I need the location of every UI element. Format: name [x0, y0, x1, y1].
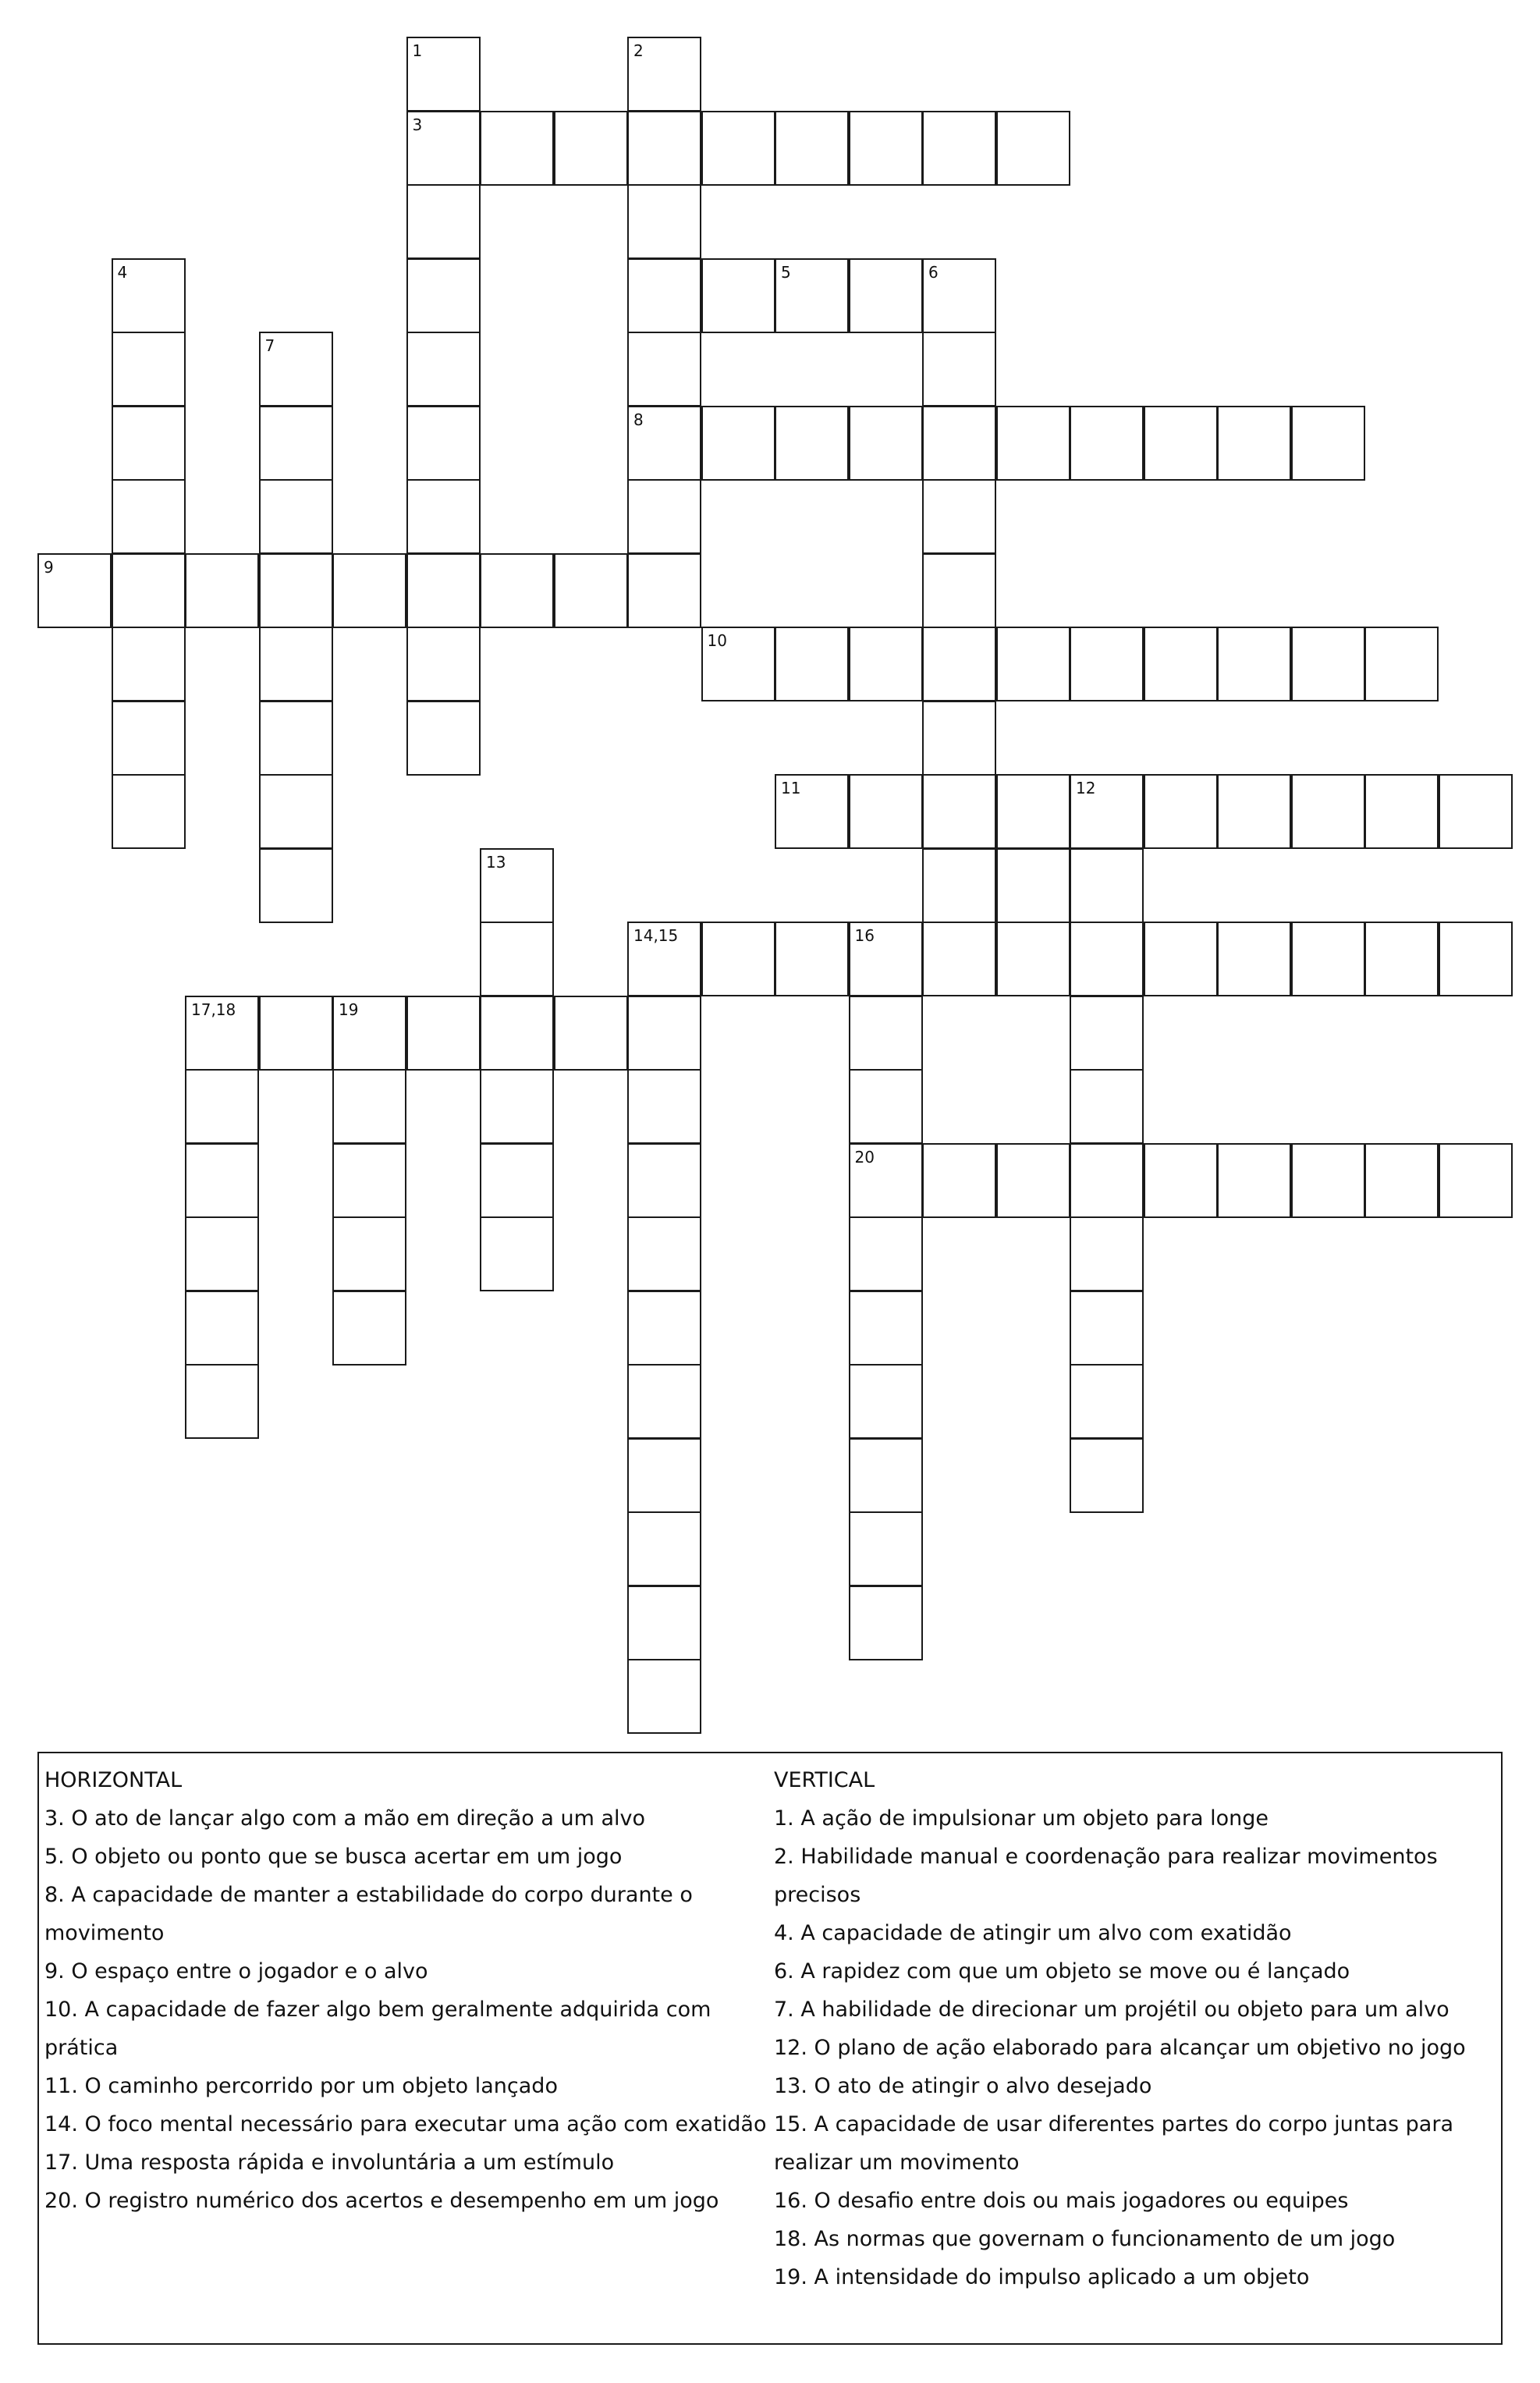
- grid-cell[interactable]: [480, 1143, 554, 1218]
- grid-cell[interactable]: [259, 996, 333, 1071]
- grid-cell[interactable]: [627, 1143, 701, 1218]
- grid-cell[interactable]: [1217, 406, 1291, 481]
- grid-cell[interactable]: [996, 922, 1070, 996]
- grid-cell[interactable]: [406, 701, 481, 776]
- grid-cell[interactable]: [1291, 1143, 1365, 1218]
- grid-cell[interactable]: [849, 258, 923, 333]
- grid-cell[interactable]: [627, 922, 701, 996]
- grid-cell[interactable]: [627, 332, 701, 407]
- grid-cell[interactable]: [554, 553, 628, 628]
- clue-line: 3. O ato de lançar algo com a mão em direção a um alvo: [44, 1806, 646, 1831]
- grid-cell[interactable]: [922, 332, 996, 407]
- grid-cell[interactable]: [775, 406, 849, 481]
- clue-number: 13: [486, 852, 506, 872]
- grid-cell[interactable]: [849, 1438, 923, 1513]
- grid-cell[interactable]: [922, 406, 996, 481]
- grid-cell[interactable]: [627, 479, 701, 554]
- grid-cell[interactable]: [406, 258, 481, 333]
- clue-line: 2. Habilidade manual e coordenação para realizar movimentos: [774, 1845, 1438, 1869]
- grid-cell[interactable]: [480, 922, 554, 996]
- grid-cell[interactable]: [1439, 922, 1513, 996]
- grid-cell[interactable]: [259, 627, 333, 701]
- grid-cell[interactable]: [112, 258, 186, 333]
- grid-cell[interactable]: [775, 922, 849, 996]
- clue-line: 9. O espaço entre o jogador e o alvo: [44, 1959, 428, 1983]
- grid-cell[interactable]: [259, 406, 333, 481]
- grid-cell[interactable]: [1144, 1143, 1218, 1218]
- clue-number: 12: [1076, 779, 1096, 797]
- grid-cell[interactable]: [1291, 627, 1365, 701]
- grid-cell[interactable]: [849, 922, 923, 996]
- grid-cell[interactable]: [627, 1511, 701, 1586]
- grid-cell[interactable]: [1217, 774, 1291, 849]
- grid-cell[interactable]: [1364, 774, 1439, 849]
- clue-number: 1: [412, 41, 423, 60]
- grid-cell[interactable]: [1217, 1143, 1291, 1218]
- grid-cell[interactable]: [112, 406, 186, 481]
- grid-cell[interactable]: [627, 406, 701, 481]
- grid-cell[interactable]: [922, 922, 996, 996]
- clue-number: 8: [633, 410, 644, 429]
- grid-cell[interactable]: [112, 774, 186, 849]
- grid-cell[interactable]: [922, 479, 996, 554]
- grid-cell[interactable]: [112, 553, 186, 628]
- grid-cell[interactable]: [406, 553, 481, 628]
- clue-line: 15. A capacidade de usar diferentes partes do corpo juntas para: [774, 2112, 1454, 2136]
- vertical-title: VERTICAL: [774, 1768, 875, 1792]
- grid-cell[interactable]: [480, 1216, 554, 1291]
- grid-cell[interactable]: [1439, 1143, 1513, 1218]
- clue-line: 11. O caminho percorrido por um objeto lançado: [44, 2074, 558, 2098]
- horizontal-title: HORIZONTAL: [44, 1768, 183, 1792]
- grid-cell[interactable]: [406, 627, 481, 701]
- grid-cell[interactable]: [554, 996, 628, 1071]
- grid-cell[interactable]: [849, 774, 923, 849]
- grid-cell[interactable]: [1217, 627, 1291, 701]
- clue-number: 9: [44, 557, 54, 577]
- grid-cell[interactable]: [996, 774, 1070, 849]
- grid-cell[interactable]: [922, 774, 996, 849]
- clue-line: realizar um movimento: [774, 2150, 1020, 2175]
- clue-line: 12. O plano de ação elaborado para alcançar um objetivo no jogo: [774, 2036, 1466, 2060]
- grid-cell[interactable]: [627, 1216, 701, 1291]
- grid-cell[interactable]: [849, 627, 923, 701]
- grid-cell[interactable]: [996, 111, 1070, 186]
- grid-cell[interactable]: [112, 479, 186, 554]
- grid-cell[interactable]: [922, 553, 996, 628]
- grid-cell[interactable]: [112, 627, 186, 701]
- grid-cell[interactable]: [996, 627, 1070, 701]
- grid-cell[interactable]: [701, 922, 775, 996]
- grid-cell[interactable]: [1291, 406, 1365, 481]
- clues-box: [37, 1752, 1503, 2345]
- grid-cell[interactable]: [406, 111, 481, 186]
- grid-cell[interactable]: [480, 553, 554, 628]
- grid-cell[interactable]: [259, 553, 333, 628]
- grid-cell[interactable]: [554, 111, 628, 186]
- grid-cell[interactable]: [1364, 922, 1439, 996]
- grid-cell[interactable]: [1070, 848, 1144, 923]
- grid-cell[interactable]: [627, 1659, 701, 1734]
- grid-cell[interactable]: [627, 1364, 701, 1439]
- grid-cell[interactable]: [1070, 1291, 1144, 1366]
- clue-line: 8. A capacidade de manter a estabilidade do corpo durante o: [44, 1883, 693, 1907]
- clue-number: 7: [264, 336, 275, 355]
- grid-cell[interactable]: [185, 1364, 259, 1439]
- grid-cell[interactable]: [849, 1216, 923, 1291]
- clue-number: 14,15: [633, 926, 679, 945]
- grid-cell[interactable]: [849, 1069, 923, 1144]
- grid-cell[interactable]: [701, 406, 775, 481]
- grid-cell[interactable]: [259, 479, 333, 554]
- grid-cell[interactable]: [1144, 406, 1218, 481]
- clue-line: precisos: [774, 1883, 861, 1907]
- clue-number: 3: [412, 115, 423, 134]
- grid-cell[interactable]: [1291, 774, 1365, 849]
- grid-cell[interactable]: [112, 332, 186, 407]
- grid-cell[interactable]: [112, 701, 186, 776]
- grid-cell[interactable]: [1217, 922, 1291, 996]
- grid-cell[interactable]: [849, 111, 923, 186]
- grid-cell[interactable]: [406, 184, 481, 259]
- clue-line: 18. As normas que governam o funcionamento de um jogo: [774, 2227, 1396, 2251]
- grid-cell[interactable]: [627, 258, 701, 333]
- grid-cell[interactable]: [1070, 1216, 1144, 1291]
- grid-cell[interactable]: [775, 258, 849, 333]
- grid-cell[interactable]: [332, 553, 406, 628]
- grid-cell[interactable]: [849, 1586, 923, 1660]
- grid-cell[interactable]: [1070, 996, 1144, 1071]
- clue-line: 16. O desafio entre dois ou mais jogadores ou equipes: [774, 2189, 1349, 2213]
- grid-cell[interactable]: [922, 1143, 996, 1218]
- grid-cell[interactable]: [775, 774, 849, 849]
- grid-cell[interactable]: [185, 553, 259, 628]
- grid-cell[interactable]: [480, 1069, 554, 1144]
- grid-cell[interactable]: [259, 332, 333, 407]
- grid-cell[interactable]: [849, 996, 923, 1071]
- vertical-clues: [774, 1761, 1499, 2296]
- grid-cell[interactable]: [1070, 627, 1144, 701]
- grid-cell[interactable]: [406, 479, 481, 554]
- clue-number: 10: [707, 631, 727, 650]
- grid-cell[interactable]: [996, 406, 1070, 481]
- grid-cell[interactable]: [627, 37, 701, 112]
- clue-line: 13. O ato de atingir o alvo desejado: [774, 2074, 1152, 2098]
- grid-cell[interactable]: [922, 701, 996, 776]
- clue-number: 6: [928, 262, 939, 282]
- clue-line: movimento: [44, 1921, 165, 1945]
- grid-cell[interactable]: [480, 996, 554, 1071]
- grid-cell[interactable]: [627, 1069, 701, 1144]
- grid-cell[interactable]: [775, 627, 849, 701]
- grid-cell[interactable]: [922, 258, 996, 333]
- clue-line: 5. O objeto ou ponto que se busca acertar em um jogo: [44, 1845, 623, 1869]
- grid-cell[interactable]: [1070, 1438, 1144, 1513]
- grid-cell[interactable]: [1144, 627, 1218, 701]
- grid-cell[interactable]: [1364, 1143, 1439, 1218]
- grid-cell[interactable]: [922, 627, 996, 701]
- grid-cell[interactable]: [627, 1291, 701, 1366]
- grid-cell[interactable]: [849, 1291, 923, 1366]
- clue-line: 4. A capacidade de atingir um alvo com exatidão: [774, 1921, 1292, 1945]
- grid-cell[interactable]: [185, 1143, 259, 1218]
- clue-line: 19. A intensidade do impulso aplicado a um objeto: [774, 2265, 1310, 2289]
- clue-line: 20. O registro numérico dos acertos e desempenho em um jogo: [44, 2189, 719, 2213]
- grid-cell[interactable]: [1070, 774, 1144, 849]
- clue-number: 5: [781, 262, 791, 282]
- grid-cell[interactable]: [775, 111, 849, 186]
- grid-cell[interactable]: [701, 627, 775, 701]
- grid-cell[interactable]: [701, 111, 775, 186]
- grid-cell[interactable]: [332, 1291, 406, 1366]
- grid-cell[interactable]: [922, 111, 996, 186]
- clue-line: 7. A habilidade de direcionar um projétil ou objeto para um alvo: [774, 1998, 1450, 2022]
- clue-line: 14. O foco mental necessário para executar uma ação com exatidão: [44, 2112, 767, 2136]
- clue-number: 4: [117, 262, 128, 282]
- grid-cell[interactable]: [849, 1364, 923, 1439]
- grid-cell[interactable]: [1291, 922, 1365, 996]
- grid-cell[interactable]: [406, 996, 481, 1071]
- horizontal-clues: [44, 1761, 786, 2220]
- clue-line: prática: [44, 2036, 119, 2060]
- grid-cell[interactable]: [996, 1143, 1070, 1218]
- grid-cell[interactable]: [1070, 922, 1144, 996]
- grid-cell[interactable]: [1364, 627, 1439, 701]
- grid-cell[interactable]: [922, 848, 996, 923]
- grid-cell[interactable]: [627, 1438, 701, 1513]
- grid-cell[interactable]: [259, 701, 333, 776]
- clue-number: 2: [633, 41, 644, 60]
- grid-cell[interactable]: [332, 1069, 406, 1144]
- grid-cell[interactable]: [849, 1511, 923, 1586]
- grid-cell[interactable]: [259, 774, 333, 849]
- grid-cell[interactable]: [332, 996, 406, 1071]
- grid-cell[interactable]: [1070, 1143, 1144, 1218]
- grid-cell[interactable]: [1070, 1364, 1144, 1439]
- grid-cell[interactable]: [332, 1216, 406, 1291]
- grid-cell[interactable]: [185, 1291, 259, 1366]
- grid-cell[interactable]: [185, 1069, 259, 1144]
- grid-cell[interactable]: [627, 184, 701, 259]
- grid-cell[interactable]: [406, 37, 481, 112]
- clue-number: 17,18: [191, 1000, 236, 1019]
- clue-line: 10. A capacidade de fazer algo bem geralmente adquirida com: [44, 1998, 711, 2022]
- grid-cell[interactable]: [627, 111, 701, 186]
- grid-cell[interactable]: [332, 1143, 406, 1218]
- clue-line: 6. A rapidez com que um objeto se move ou é lançado: [774, 1959, 1350, 1983]
- grid-cell[interactable]: [185, 996, 259, 1071]
- grid-cell[interactable]: [627, 553, 701, 628]
- grid-cell[interactable]: [627, 1586, 701, 1660]
- grid-cell[interactable]: [701, 258, 775, 333]
- grid-cell[interactable]: [1070, 406, 1144, 481]
- grid-cell[interactable]: [259, 848, 333, 923]
- grid-cell[interactable]: [480, 848, 554, 923]
- grid-cell[interactable]: [996, 848, 1070, 923]
- grid-cell[interactable]: [406, 332, 481, 407]
- grid-cell[interactable]: [1144, 774, 1218, 849]
- grid-cell[interactable]: [849, 406, 923, 481]
- clue-number: 16: [854, 926, 875, 945]
- grid-cell[interactable]: [627, 996, 701, 1071]
- grid-cell[interactable]: [1144, 922, 1218, 996]
- clue-line: 1. A ação de impulsionar um objeto para longe: [774, 1806, 1269, 1831]
- grid-cell[interactable]: [37, 553, 112, 628]
- grid-cell[interactable]: [849, 1143, 923, 1218]
- clue-number: 19: [339, 1000, 359, 1019]
- grid-cell[interactable]: [1070, 1069, 1144, 1144]
- grid-cell[interactable]: [406, 406, 481, 481]
- grid-cell[interactable]: [1439, 774, 1513, 849]
- clue-number: 20: [854, 1147, 875, 1167]
- grid-cell[interactable]: [480, 111, 554, 186]
- clue-number: 11: [781, 779, 801, 797]
- grid-cell[interactable]: [185, 1216, 259, 1291]
- clue-line: 17. Uma resposta rápida e involuntária a um estímulo: [44, 2150, 615, 2175]
